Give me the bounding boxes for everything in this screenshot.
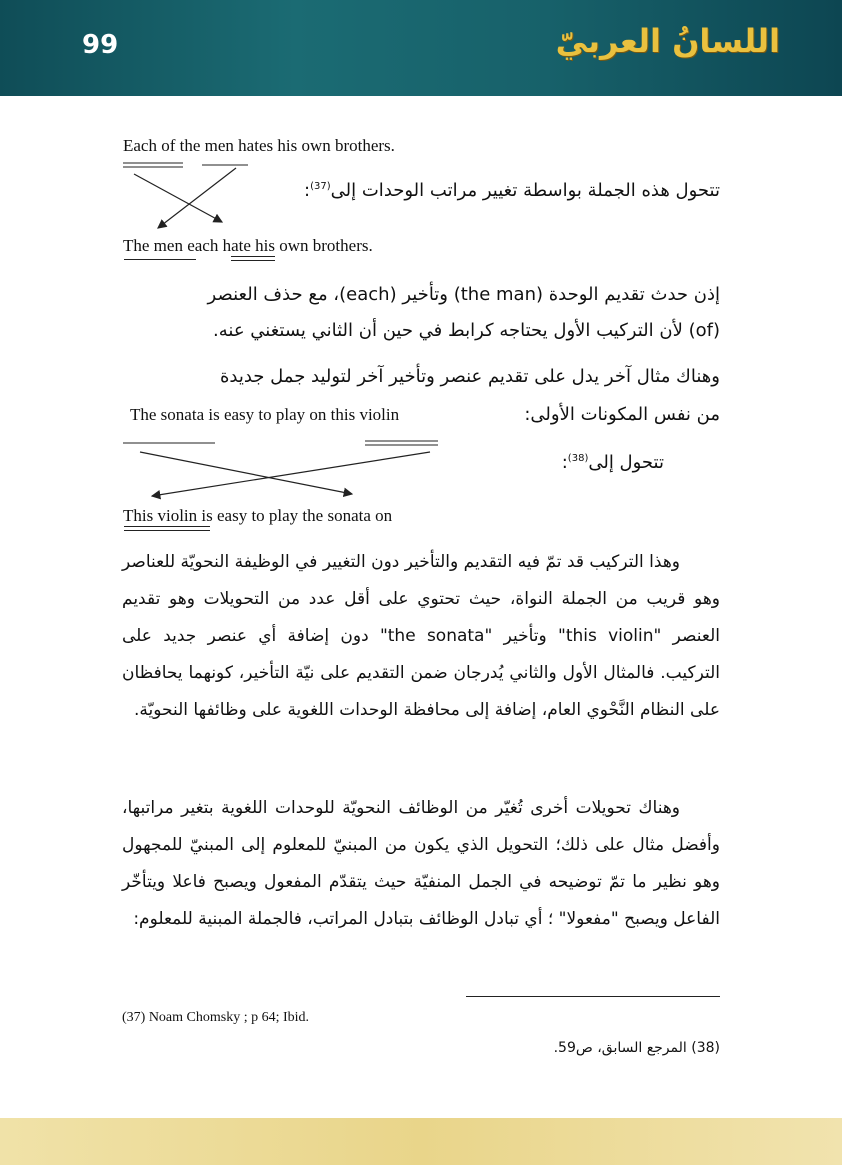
footnote-37: (37) Noam Chomsky ; p 64; Ibid. — [122, 1010, 310, 1025]
arrow-violin-backward — [152, 452, 430, 496]
paragraph1-line2: (of) لأن التركيب الأول يحتاجه كرابط في حين أن الثاني يستغني عنه. — [213, 320, 720, 341]
arrow-sonata-forward — [140, 452, 352, 494]
example1-intro-text: تتحول هذه الجملة بواسطة تغيير مراتب الوحدات إلى — [330, 180, 720, 201]
footnote-separator — [466, 996, 720, 997]
paragraph2-text: وهذا التركيب قد تمّ فيه التقديم والتأخير دون التغيير في الوظيفة النحويّة للعناصر وهو قريب من الجملة النواة، حيث تحتوي على أقل عدد من التحويلات وهو تقديم العنصر "this violin" وتأخير "the sonata" دون إضافة أي عنصر جديد على التركيب. فالمثال الأول والثاني يُدرجان ضمن التقديم على نيّة التأخير، كونهما يحافظان على النظام النَّحْوي العام، إضافة إلى محافظة الوحدات اللغوية على وظائفها النحويّة. — [122, 552, 720, 720]
paragraph1-line1: إذن حدث تقديم الوحدة (the man) وتأخير (each)، مع حذف العنصر — [207, 284, 720, 305]
colon: : — [561, 452, 568, 473]
example1-arrow-diagram — [120, 160, 260, 240]
arrow-each-forward — [134, 174, 222, 222]
example2-arrow-diagram — [120, 438, 450, 508]
example1-transformed-sentence: The men each hate his own brothers. — [123, 236, 373, 255]
paragraph2 — [122, 544, 720, 729]
footnote-38: (38) المرجع السابق، ص59. — [553, 1040, 720, 1056]
example2-transform-label — [562, 452, 664, 473]
page-footer-band — [0, 1118, 842, 1165]
example2-intro-line2: من نفس المكونات الأولى: — [524, 404, 720, 425]
double-underline-this-violin — [124, 526, 210, 531]
example1-original-sentence: Each of the men hates his own brothers. — [123, 136, 395, 155]
example2-intro-line1: وهناك مثال آخر يدل على تقديم عنصر وتأخير آخر لتوليد جمل جديدة — [219, 366, 720, 387]
example1-intro — [304, 180, 720, 201]
example2-transformed-sentence: This violin is easy to play the sonata on — [123, 506, 393, 525]
paragraph3-text: وهناك تحويلات أخرى تُغيّر من الوظائف النحويّة للوحدات اللغوية بتغير مراتبها، وأفضل مثال على ذلك؛ التحويل الذي يكون من المبنيّ للمعلوم إلى المبنيّ للمجهول وهو نظير ما تمّ توضيحه في الجمل المنفيّة حيث يتقدّم المفعول ويصبح فاعلا ويتأخّر الفاعل ويصبح "مفعولا" ؛ أي تبادل الوظائف بتبادل المراتب، فالجملة المبنية للمعلوم: — [122, 798, 720, 929]
journal-logo: اللسانُ العربيّ — [555, 22, 780, 60]
transform-text: تتحول إلى — [588, 452, 664, 473]
double-underline-each-hate — [231, 256, 275, 261]
footnote-ref-37: (37) — [310, 181, 331, 192]
page-header — [0, 0, 842, 96]
underline-the-men — [124, 259, 196, 260]
paragraph3 — [122, 790, 720, 938]
arrow-men-backward — [158, 168, 236, 228]
footnote-ref-38: (38) — [567, 453, 589, 464]
example2-original-sentence: The sonata is easy to play on this violin — [130, 405, 400, 424]
page-number: 99 — [82, 30, 119, 60]
colon: : — [304, 180, 311, 201]
